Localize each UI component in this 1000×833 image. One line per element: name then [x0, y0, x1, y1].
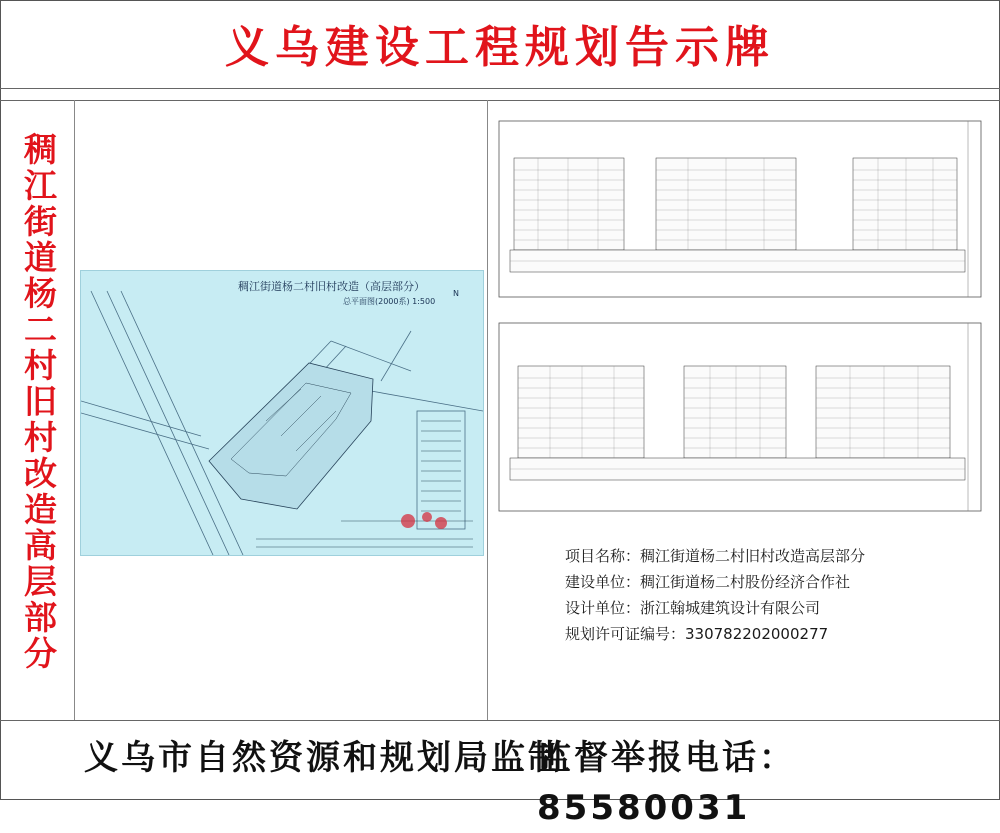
site-plan-drawing — [80, 270, 484, 556]
permit-number: 规划许可证编号：330782202000277 — [565, 625, 829, 643]
hotline-text: 监督举报电话：85580031 — [537, 738, 796, 828]
construction-unit: 建设单位：稠江街道杨二村股份经济合作社 — [565, 573, 851, 591]
project-vertical-title: 稠江街道杨二村旧村改造高层部分 — [19, 132, 58, 672]
project-name: 项目名称：稠江街道杨二村旧村改造高层部分 — [565, 547, 866, 565]
header-divider — [0, 88, 1000, 89]
project-info — [565, 543, 865, 647]
elevation-graphic-bottom — [498, 322, 982, 512]
svg-text:N: N — [453, 289, 459, 298]
footer-divider — [0, 720, 1000, 721]
side-divider — [74, 100, 75, 720]
site-plan-graphic — [81, 271, 483, 555]
elevation-graphic-top — [498, 120, 982, 298]
site-plan-title: 稠江街道杨二村旧村改造（高层部分） — [238, 280, 425, 293]
board-title: 义乌建设工程规划告示牌 — [225, 22, 775, 73]
elevation-drawing-bottom — [498, 322, 982, 512]
site-plan-subtitle: 总平面图(2000系) 1:500 — [343, 297, 436, 306]
center-divider — [487, 100, 488, 720]
design-unit: 设计单位：浙江翰城建筑设计有限公司 — [565, 599, 821, 617]
supervision-text: 义乌市自然资源和规划局监制 — [84, 738, 565, 778]
elevation-drawing-top — [498, 120, 982, 298]
header-divider-2 — [0, 100, 1000, 101]
board-footer — [0, 733, 1000, 828]
